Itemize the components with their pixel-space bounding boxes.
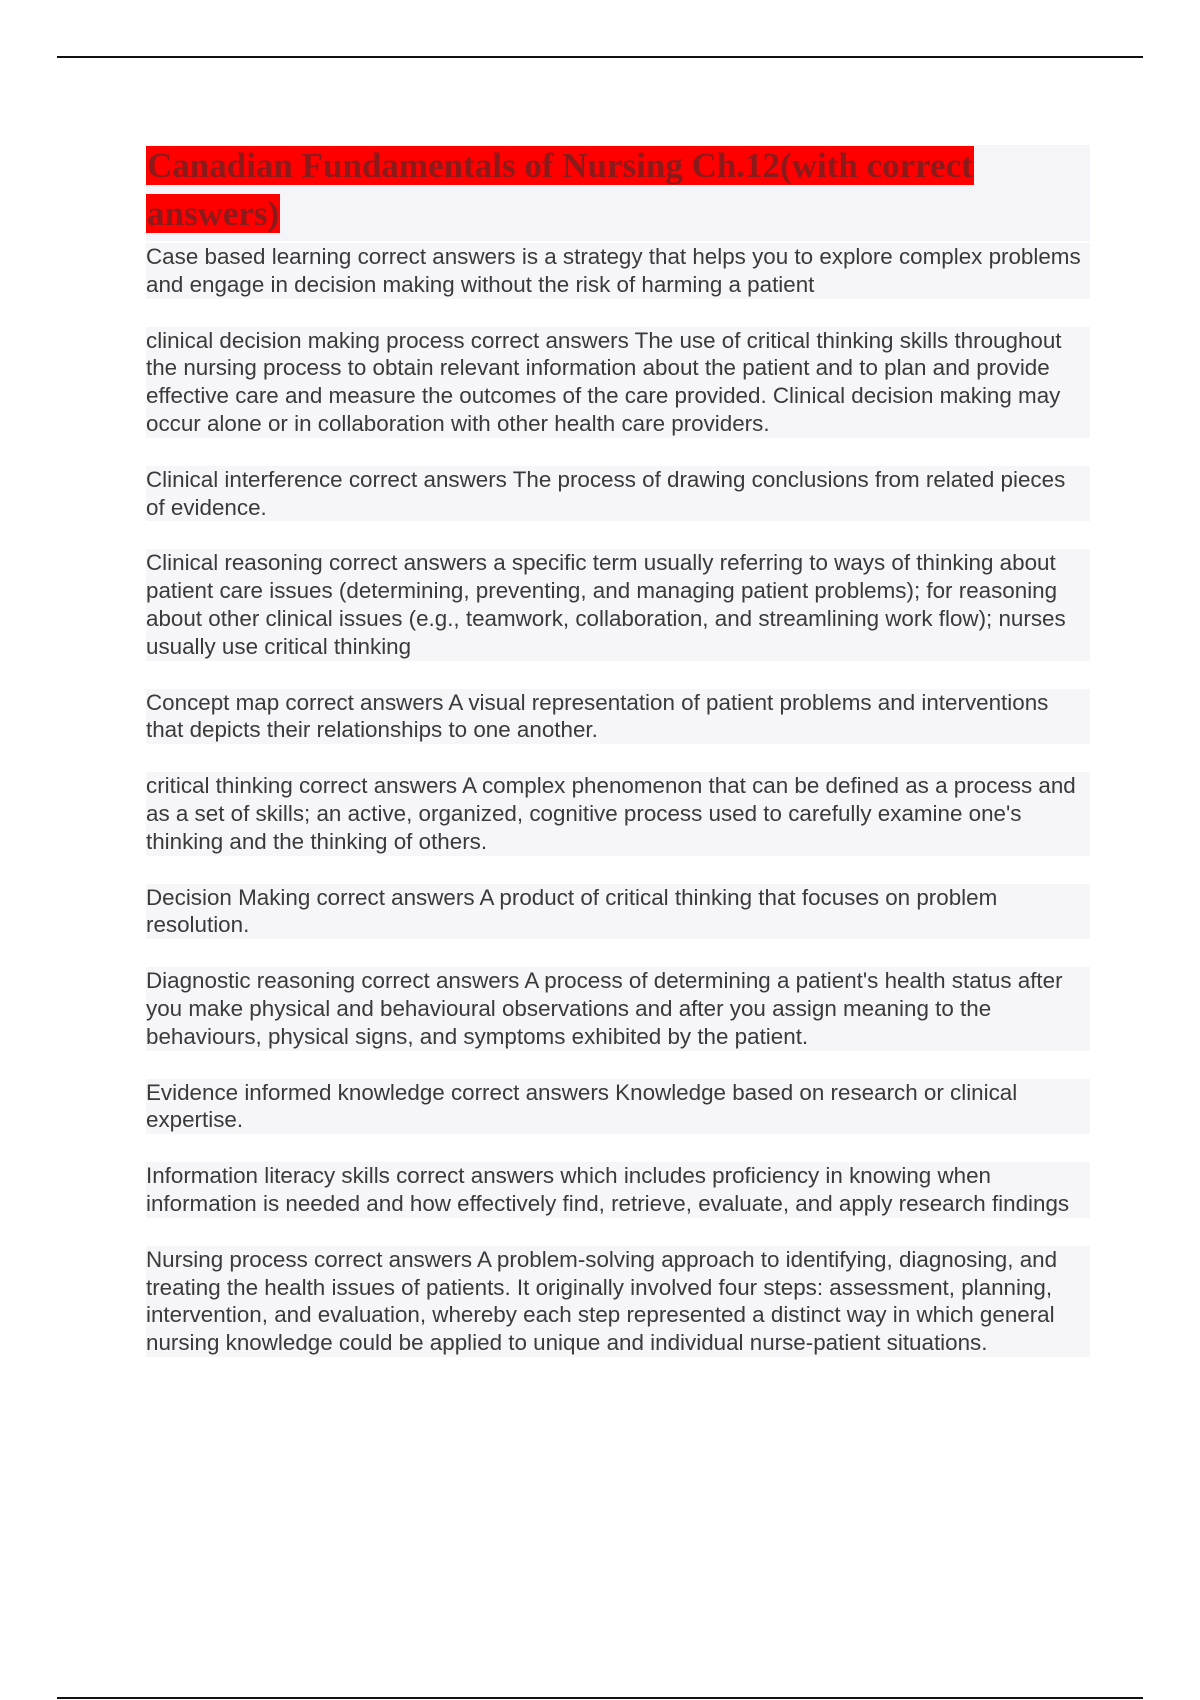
definition-entry: Clinical interference correct answers The process of drawing conclusions from related pieces of evidence. [146,466,1090,522]
definition-entry: Concept map correct answers A visual representation of patient problems and interventions that depicts their relationships to one another. [146,689,1090,745]
definition-entry: clinical decision making process correct answers The use of critical thinking skills throughout the nursing process to obtain relevant information about the patient and to plan and provide effective care and measure the outcomes of the care provided. Clinical decision making may occur alone or in collaboration with other health care providers. [146,327,1090,438]
definition-entry: Diagnostic reasoning correct answers A process of determining a patient's health status after you make physical and behavioural observations and after you assign meaning to the behaviours, physical signs, and symptoms exhibited by the patient. [146,967,1090,1050]
document-body [146,145,1090,1357]
definition-entry: Decision Making correct answers A product of critical thinking that focuses on problem resolution. [146,884,1090,940]
title-block [146,145,1090,241]
definition-entry: Evidence informed knowledge correct answers Knowledge based on research or clinical expertise. [146,1079,1090,1135]
header-rule [57,56,1143,58]
definition-entry: Clinical reasoning correct answers a specific term usually referring to ways of thinking about patient care issues (determining, preventing, and managing patient problems); for reasoning about other clinical issues (e.g., teamwork, collaboration, and streamlining work flow); nurses usually use critical thinking [146,549,1090,660]
document-title: Canadian Fundamentals of Nursing Ch.12(with correct answers) [147,146,973,233]
definition-entry: Case based learning correct answers is a strategy that helps you to explore complex problems and engage in decision making without the risk of harming a patient [146,243,1090,299]
definition-entry: critical thinking correct answers A complex phenomenon that can be defined as a process and as a set of skills; an active, organized, cognitive process used to carefully examine one's thinking and the thinking of others. [146,772,1090,855]
definition-entry: Nursing process correct answers A problem-solving approach to identifying, diagnosing, and treating the health issues of patients. It originally involved four steps: assessment, planning, intervention, and evaluation, whereby each step represented a distinct way in which general nursing knowledge could be applied to unique and individual nurse-patient situations. [146,1246,1090,1357]
footer-rule [57,1697,1143,1699]
definition-entry: Information literacy skills correct answers which includes proficiency in knowing when information is needed and how effectively find, retrieve, evaluate, and apply research findings [146,1162,1090,1218]
